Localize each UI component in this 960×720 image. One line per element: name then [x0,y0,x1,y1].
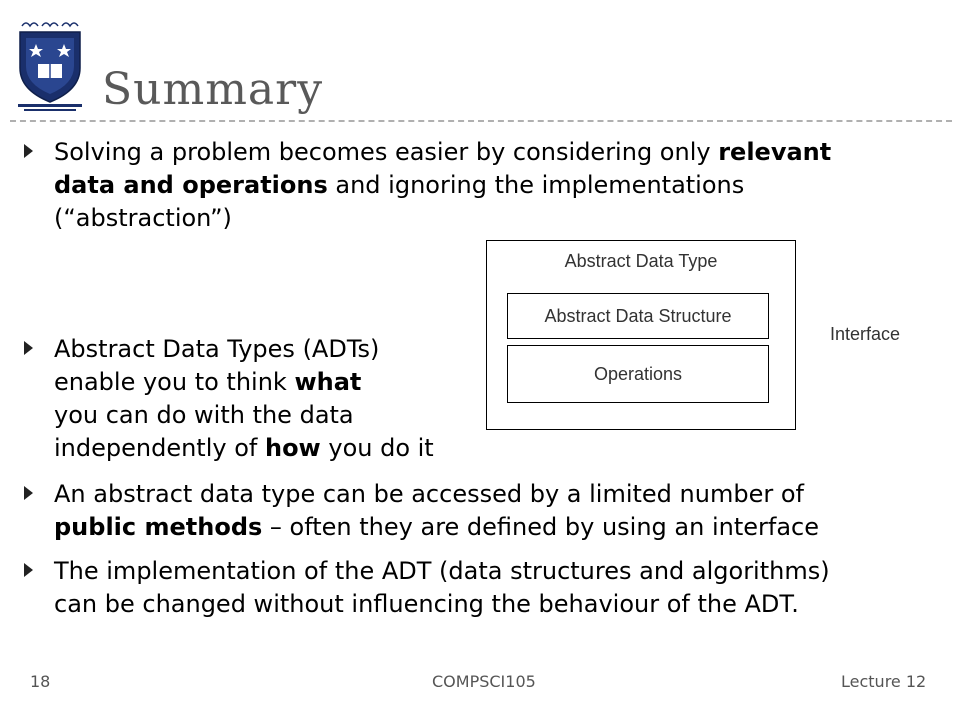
bold-text: what [294,368,362,396]
bullet-triangle-icon [24,341,33,355]
bold-text: relevant [718,138,832,166]
bullet-triangle-icon [24,486,33,500]
bullet-line [54,478,819,511]
text-segment: (“abstraction”) [54,204,232,232]
bullet-text [54,333,434,465]
bullet-line [54,136,831,169]
text-segment: and ignoring the implementations [327,171,745,199]
bold-text: data and operations [54,171,328,199]
text-segment: you can do with the data [54,401,354,429]
title-divider [10,120,952,122]
abstract-data-structure-label: Abstract Data Structure [544,305,732,326]
bullet-line [54,333,434,366]
bullet-line [54,511,819,544]
bullet-line [54,399,434,432]
operations-label: Operations [593,363,683,384]
text-segment: Abstract Data Types (ADTs) [54,335,380,363]
course-code: COMPSCI105 [432,672,536,691]
text-segment: enable you to think [54,368,295,396]
bullet-line [54,588,830,621]
adt-diagram-label: Abstract Data Type [564,251,718,271]
abstract-data-structure-box [507,293,769,339]
bullet-line [54,202,831,235]
bold-text: public methods [54,513,263,541]
bold-text: how [264,434,321,462]
text-segment: – often they are defined by using an interface [262,513,819,541]
operations-box [507,345,769,403]
bullet-line [54,169,831,202]
page-title: Summary [102,64,324,115]
bullet-text [54,555,830,621]
lecture-label: Lecture 12 [841,672,927,691]
slide-number: 18 [30,672,51,691]
bullet-triangle-icon [24,144,33,158]
bullet-line [54,555,830,588]
text-segment: can be changed without influencing the behaviour of the ADT. [54,590,799,618]
text-segment: independently of [54,434,265,462]
interface-label: Interface [830,324,901,344]
adt-diagram-box [486,240,796,430]
bullet-line [54,432,434,465]
university-crest-icon [14,16,86,114]
bullet-text [54,478,819,544]
bullet-line [54,366,434,399]
bullet-triangle-icon [24,563,33,577]
text-segment: An abstract data type can be accessed by a limited number of [54,480,804,508]
text-segment: Solving a problem becomes easier by considering only [54,138,719,166]
text-segment: you do it [320,434,434,462]
text-segment: The implementation of the ADT (data structures and algorithms) [54,557,830,585]
bullet-text [54,136,831,235]
